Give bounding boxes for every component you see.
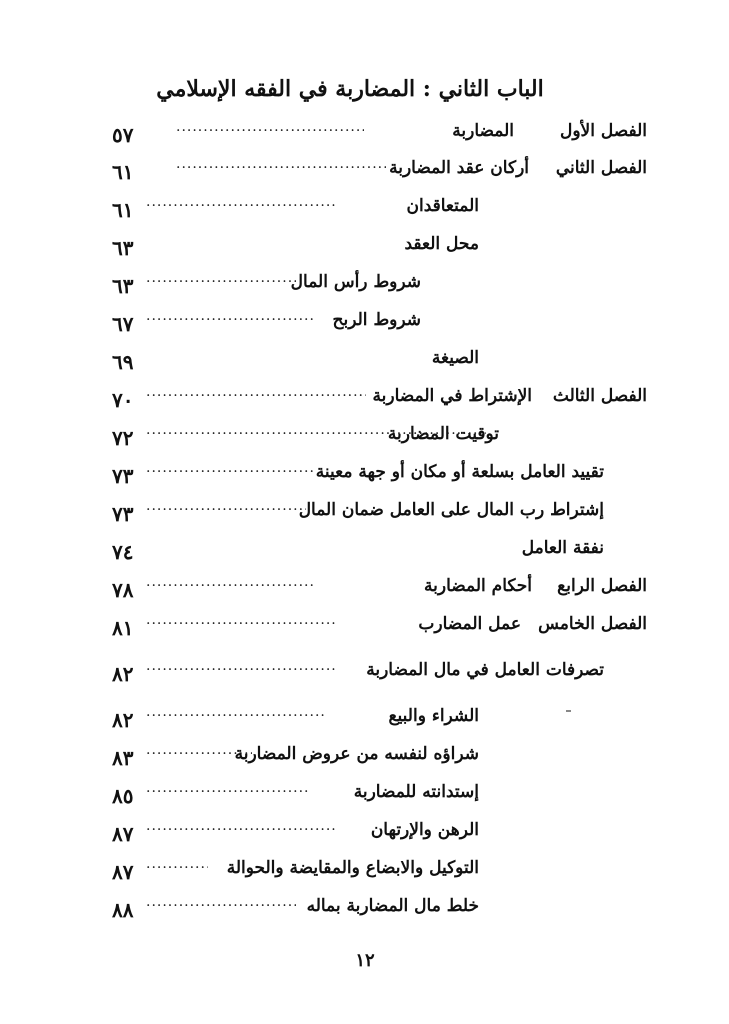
- toc-row: [0, 610, 729, 650]
- page-number-cell: ٨٧: [112, 822, 134, 846]
- entry-title: شروط الربح: [332, 310, 421, 330]
- page-number-cell: ٦٣: [112, 236, 134, 260]
- toc-row: [0, 420, 729, 460]
- page-number-cell: ٦٣: [112, 274, 134, 298]
- entry-title: الصيغة: [431, 348, 479, 368]
- chapter-label: الفصل الثالث: [552, 386, 647, 406]
- toc-row: [0, 458, 729, 498]
- toc-row: [0, 854, 729, 894]
- toc-row: [0, 816, 729, 856]
- toc-row: [0, 268, 729, 308]
- entry-title: شروط رأس المال: [290, 272, 421, 292]
- entry-title: إشتراط رب المال على العامل ضمان المال: [298, 500, 604, 520]
- dot-leader: [146, 308, 316, 328]
- dot-leader: [146, 894, 296, 914]
- chapter-label: الفصل الرابع: [557, 576, 647, 596]
- entry-title: إستدانته للمضاربة: [353, 782, 479, 802]
- toc-row: [0, 778, 729, 818]
- page-number-cell: ٨١: [112, 616, 134, 640]
- page-number-cell: ٦٩: [112, 350, 134, 374]
- dot-leader: [146, 856, 208, 876]
- dot-leader: [146, 498, 306, 518]
- entry-title: أركان عقد المضاربة: [389, 158, 529, 178]
- page-number-cell: ٨٥: [112, 784, 134, 808]
- page-number-cell: ٥٧: [112, 123, 134, 147]
- entry-title: عمل المضارب: [418, 614, 521, 634]
- dot-leader: [146, 658, 336, 678]
- entry-title: التوكيل والابضاع والمقايضة والحوالة: [226, 858, 479, 878]
- page-number-cell: ٧٣: [112, 464, 134, 488]
- dot-leader: [176, 119, 364, 139]
- entry-title: أحكام المضاربة: [424, 576, 532, 596]
- dot-leader: [146, 704, 326, 724]
- chapter-label: الفصل الثاني: [555, 158, 647, 178]
- toc-row: [0, 382, 729, 422]
- entry-title: محل العقد: [404, 234, 479, 254]
- dot-leader: [146, 460, 316, 480]
- toc-row: [0, 192, 729, 232]
- dot-leader: [146, 818, 336, 838]
- page-number-cell: ٧٨: [112, 578, 134, 602]
- page-number-cell: ٨٨: [112, 898, 134, 922]
- footer-page-number: ١٢: [355, 950, 375, 971]
- entry-title: تصرفات العامل في مال المضاربة: [366, 660, 604, 680]
- dot-leader: [146, 384, 366, 404]
- entry-title: الشراء والبيع: [388, 706, 479, 726]
- toc-row: [0, 230, 729, 270]
- toc-row: [0, 306, 729, 346]
- toc-row: [0, 656, 729, 696]
- entry-title: خلط مال المضاربة بماله: [306, 896, 479, 916]
- entry-title: الرهن والإرتهان: [370, 820, 479, 840]
- entry-title: شراؤه لنفسه من عروض المضاربة: [234, 744, 479, 764]
- toc-row: [0, 344, 729, 384]
- page-number-cell: ٧٠: [112, 388, 134, 412]
- toc-row: [0, 117, 729, 157]
- page-number-cell: ٨٣: [112, 746, 134, 770]
- entry-title: توقيت المضاربة: [387, 424, 499, 444]
- page-number-cell: ٨٢: [112, 662, 134, 686]
- page-number-cell: ٨٧: [112, 860, 134, 884]
- dot-leader: [146, 194, 338, 214]
- scan-smudge: [566, 710, 571, 712]
- page-number-cell: ٨٢: [112, 708, 134, 732]
- entry-title: نفقة العامل: [521, 538, 604, 558]
- dot-leader: [176, 156, 386, 176]
- entry-title: المتعاقدان: [406, 196, 479, 216]
- entry-title: المضاربة: [452, 121, 514, 141]
- chapter-label: الفصل الأول: [559, 121, 647, 141]
- dot-leader: [146, 612, 336, 632]
- dot-leader: [146, 780, 310, 800]
- chapter-label: الفصل الخامس: [538, 614, 647, 634]
- section-heading: الباب الثاني : المضاربة في الفقه الإسلامي: [156, 76, 544, 102]
- toc-row: [0, 892, 729, 932]
- page-number-cell: ٦١: [112, 160, 134, 184]
- toc-row: [0, 740, 729, 780]
- page-number-cell: ٧٢: [112, 426, 134, 450]
- entry-title: الإشتراط في المضاربة: [372, 386, 532, 406]
- page-number-cell: ٦٧: [112, 312, 134, 336]
- dot-leader: [146, 270, 296, 290]
- toc-row: [0, 154, 729, 194]
- page-number-cell: ٧٤: [112, 540, 134, 564]
- page-number-cell: ٧٣: [112, 502, 134, 526]
- page-number-cell: ٦١: [112, 198, 134, 222]
- toc-row: [0, 702, 729, 742]
- dot-leader: [146, 574, 316, 594]
- toc-row: [0, 572, 729, 612]
- entry-title: تقييد العامل بسلعة أو مكان أو جهة معينة: [315, 462, 604, 482]
- toc-row: [0, 496, 729, 536]
- toc-row: [0, 534, 729, 574]
